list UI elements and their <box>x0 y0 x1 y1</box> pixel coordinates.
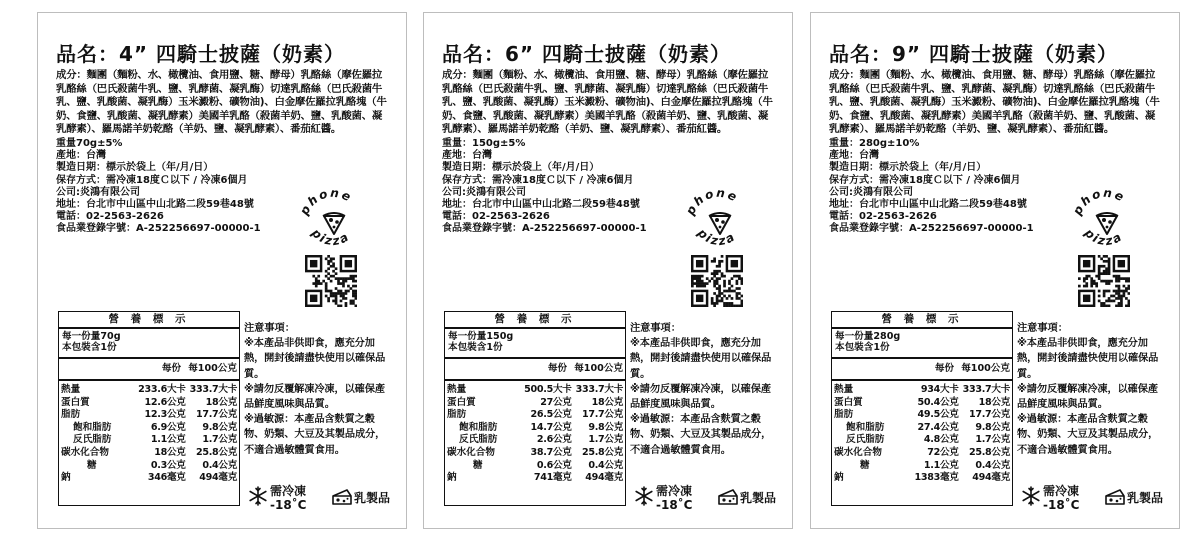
nutrition-row <box>59 422 239 435</box>
col-per-100g: 每100公克 <box>961 363 1010 374</box>
logo-bottom-text: pizza <box>1081 225 1126 249</box>
nutrition-row <box>59 434 239 447</box>
nutrition-header <box>832 359 1012 381</box>
frozen-temp: -18˚C <box>656 498 693 512</box>
servings-per-package: 本包裝含1份 <box>62 342 117 353</box>
nutrition-per100: 1.7公克 <box>975 434 1010 446</box>
nutrition-header <box>445 359 625 381</box>
nutrition-serving: 49.5公克 <box>917 409 959 421</box>
ingredients-text: 麵團（麵粉、水、橄欖油、食用鹽、糖、酵母）乳酪絲（摩佐羅拉乳酪絲（巴氏殺菌牛乳、鹽、乳酵菌、凝乳酶）切達乳酪絲（巴氏殺菌牛乳、鹽、乳酸菌、凝乳酶）玉米澱粉、礦物油)、白金摩佐羅拉乳酪塊（牛奶、食鹽、乳酸菌、凝乳酵素）美國羊乳酪（殺菌羊奶、鹽、乳酸菌、凝乳酵素）、羅馬諾羊奶乾酪（羊奶、鹽、凝乳酵素）、番茄紅醬。 <box>829 69 1160 136</box>
col-per-serving: 每份 <box>547 363 567 374</box>
nutrition-name: 蛋白質 <box>834 396 863 408</box>
col-per-serving: 每份 <box>934 363 954 374</box>
nutrition-serving: 72公克 <box>927 446 959 458</box>
notes-title: 注意事項： <box>244 323 295 334</box>
notes-title: 注意事項： <box>630 323 681 334</box>
nutrition-name: 反氏脂肪 <box>846 434 885 446</box>
nutrition-title: 營 養 標 示 <box>445 312 625 329</box>
info-storage: 保存方式：需冷凍18度Ｃ以下 / 冷凍6個月 <box>829 174 1021 186</box>
notes <box>630 321 780 458</box>
phone-pizza-logo <box>682 186 756 260</box>
product-title: 品名：9” 四騎士披薩（奶素） <box>829 42 1119 66</box>
ingredients-label: 成分： <box>442 69 473 81</box>
snowflake-icon <box>634 486 654 506</box>
nutrition-per100: 17.7公克 <box>195 409 237 421</box>
nutrition-serving: 26.5公克 <box>530 409 572 421</box>
nutrition-row <box>59 447 239 460</box>
info-registration: 食品業登錄字號：A-252256697-00000-1 <box>56 223 261 235</box>
nutrition-name: 脂肪 <box>61 409 81 421</box>
nutrition-row <box>832 434 1012 447</box>
serving-size: 每一份量150g <box>448 331 514 342</box>
nutrition-serving: 934大卡 <box>920 384 959 395</box>
serving-info <box>832 329 1012 359</box>
info-company: 公司:炎鴻有限公司 <box>56 186 140 198</box>
nutrition-name: 熱量 <box>447 384 467 395</box>
nutrition-serving: 233.6大卡 <box>138 384 186 395</box>
nutrition-serving: 346毫克 <box>147 472 186 484</box>
cheese-icon <box>1105 488 1125 506</box>
frozen-label <box>270 484 307 512</box>
serving-info <box>445 329 625 359</box>
nutrition-serving: 50.4公克 <box>917 396 959 408</box>
info-phone: 電話：02-2563-2626 <box>829 211 937 223</box>
notes <box>1017 321 1167 458</box>
nutrition-per100: 18公克 <box>978 396 1010 408</box>
nutrition-serving: 4.8公克 <box>923 434 959 446</box>
nutrition-name: 蛋白質 <box>447 396 476 408</box>
nutrition-name: 鈉 <box>447 472 457 484</box>
serving-info <box>59 329 239 359</box>
nutrition-per100: 9.8公克 <box>975 421 1010 433</box>
dairy-text: 乳製品 <box>354 491 391 505</box>
nutrition-serving: 2.6公克 <box>536 434 572 446</box>
pizza-slice-icon <box>323 213 345 234</box>
note-allergen: ※過敏源：本產品含麩質之穀物、奶類、大豆及其製品成分，不適合過敏體質食用。 <box>1017 414 1159 456</box>
nutrition-row <box>59 460 239 473</box>
info-date: 製造日期：標示於袋上（年/月/日） <box>442 162 600 174</box>
nutrition-per100: 17.7公克 <box>968 409 1010 421</box>
storage-icons <box>248 484 398 512</box>
col-per-serving: 每份 <box>161 363 181 374</box>
ingredients <box>56 69 392 137</box>
nutrition-name: 飽和脂肪 <box>846 421 885 433</box>
logo-top-text: phone <box>297 186 355 218</box>
nutrition-per100: 0.4公克 <box>588 459 623 471</box>
frozen-text: 需冷凍 <box>270 484 307 498</box>
nutrition-per100: 333.7大卡 <box>962 384 1010 395</box>
frozen-text: 需冷凍 <box>656 484 693 498</box>
nutrition-name: 糖 <box>860 459 870 471</box>
note-heating: ※本產品非供即食，應充分加熱，開封後請盡快使用以確保品質。 <box>1017 338 1159 380</box>
ingredients <box>829 69 1165 137</box>
nutrition-serving: 0.3公克 <box>150 459 186 471</box>
product-title: 品名：6” 四騎士披薩（奶素） <box>442 42 732 66</box>
nutrition-serving: 27.4公克 <box>917 421 959 433</box>
nutrition-serving: 12.6公克 <box>144 396 186 408</box>
nutrition-per100: 1.7公克 <box>202 434 237 446</box>
product-label <box>423 12 793 529</box>
nutrition-name: 鈉 <box>61 472 71 484</box>
info-address: 地址：台北市中山區中山北路二段59巷48號 <box>442 198 640 210</box>
info-weight: 重量：150g±5% <box>442 137 526 149</box>
note-refreeze: ※請勿反覆解凍冷凍，以確保產品鮮度風味與品質。 <box>630 383 771 411</box>
svg-text:phone <box>297 186 355 218</box>
servings-per-package: 本包裝含1份 <box>448 342 503 353</box>
nutrition-per100: 0.4公克 <box>202 459 237 471</box>
nutrition-serving: 1.1公克 <box>923 459 959 471</box>
nutrition-facts <box>58 311 240 506</box>
note-allergen: ※過敏源：本產品含麩質之穀物、奶類、大豆及其製品成分，不適合過敏體質食用。 <box>244 414 386 456</box>
nutrition-name: 糖 <box>473 459 483 471</box>
nutrition-serving: 6.9公克 <box>150 421 186 433</box>
nutrition-row <box>832 472 1012 485</box>
nutrition-name: 糖 <box>87 459 97 471</box>
nutrition-per100: 1.7公克 <box>588 434 623 446</box>
nutrition-title: 營 養 標 示 <box>832 312 1012 329</box>
nutrition-row <box>832 384 1012 397</box>
nutrition-row <box>59 472 239 485</box>
nutrition-per100: 25.8公克 <box>968 446 1010 458</box>
logo-bottom-text: pizza <box>694 225 739 249</box>
note-allergen: ※過敏源：本產品含麩質之穀物、奶類、大豆及其製品成分，不適合過敏體質食用。 <box>630 414 772 456</box>
qr-code <box>691 255 743 307</box>
nutrition-serving: 38.7公克 <box>530 446 572 458</box>
nutrition-row <box>832 409 1012 422</box>
info-registration: 食品業登錄字號：A-252256697-00000-1 <box>829 223 1034 235</box>
dairy-text: 乳製品 <box>740 491 777 505</box>
pizza-slice-icon <box>709 213 731 234</box>
nutrition-row <box>445 434 625 447</box>
nutrition-serving: 500.5大卡 <box>524 384 572 395</box>
nutrition-row <box>59 409 239 422</box>
nutrition-table <box>832 384 1012 485</box>
nutrition-per100: 9.8公克 <box>202 421 237 433</box>
note-refreeze: ※請勿反覆解凍冷凍，以確保產品鮮度風味與品質。 <box>244 383 385 411</box>
storage-icons <box>1021 484 1171 512</box>
info-storage: 保存方式：需冷凍18度Ｃ以下 / 冷凍6個月 <box>442 174 634 186</box>
nutrition-serving: 1.1公克 <box>150 434 186 446</box>
nutrition-name: 鈉 <box>834 472 844 484</box>
nutrition-name: 碳水化合物 <box>447 446 495 458</box>
note-refreeze: ※請勿反覆解凍冷凍，以確保產品鮮度風味與品質。 <box>1017 383 1158 411</box>
nutrition-row <box>445 472 625 485</box>
nutrition-row <box>445 397 625 410</box>
col-per-100g: 每100公克 <box>188 363 237 374</box>
nutrition-name: 反氏脂肪 <box>459 434 498 446</box>
nutrition-per100: 494毫克 <box>585 472 623 484</box>
nutrition-name: 脂肪 <box>447 409 467 421</box>
nutrition-name: 碳水化合物 <box>834 446 882 458</box>
nutrition-row <box>445 447 625 460</box>
svg-text:phone <box>1070 186 1128 218</box>
nutrition-facts <box>444 311 626 506</box>
ingredients-label: 成分： <box>829 69 860 81</box>
nutrition-serving: 18公克 <box>154 446 186 458</box>
ingredients-text: 麵團（麵粉、水、橄欖油、食用鹽、糖、酵母）乳酪絲（摩佐羅拉乳酪絲（巴氏殺菌牛乳、鹽、乳酵菌、凝乳酶）切達乳酪絲（巴氏殺菌牛乳、鹽、乳酸菌、凝乳酶）玉米澱粉、礦物油)、白金摩佐羅拉乳酪塊（牛奶、食鹽、乳酸菌、凝乳酵素）美國羊乳酪（殺菌羊奶、鹽、乳酸菌、凝乳酵素）、羅馬諾羊奶乾酪（羊奶、鹽、凝乳酵素）、番茄紅醬。 <box>56 69 387 136</box>
info-phone: 電話：02-2563-2626 <box>442 211 550 223</box>
nutrition-row <box>832 447 1012 460</box>
svg-text:phone <box>683 186 741 218</box>
ingredients-label: 成分： <box>56 69 87 81</box>
info-date: 製造日期：標示於袋上（年/月/日） <box>829 162 987 174</box>
info-registration: 食品業登錄字號：A-252256697-00000-1 <box>442 223 647 235</box>
notes <box>244 321 394 458</box>
frozen-label <box>1043 484 1080 512</box>
ingredients <box>442 69 778 137</box>
qr-code <box>305 255 357 307</box>
info-company: 公司:炎鴻有限公司 <box>442 186 526 198</box>
dairy-text: 乳製品 <box>1127 491 1164 505</box>
note-heating: ※本產品非供即食，應充分加熱，開封後請盡快使用以確保品質。 <box>630 338 772 380</box>
logo-top-text: phone <box>683 186 741 218</box>
nutrition-serving: 0.6公克 <box>536 459 572 471</box>
snowflake-icon <box>1021 486 1041 506</box>
info-origin: 產地：台灣 <box>56 150 106 162</box>
nutrition-per100: 25.8公克 <box>195 446 237 458</box>
info-origin: 產地：台灣 <box>829 150 879 162</box>
qr-code <box>1078 255 1130 307</box>
nutrition-per100: 333.7大卡 <box>575 384 623 395</box>
nutrition-name: 反氏脂肪 <box>73 434 112 446</box>
nutrition-table <box>445 384 625 485</box>
pizza-slice-icon <box>1096 213 1118 234</box>
nutrition-serving: 12.3公克 <box>144 409 186 421</box>
info-date: 製造日期：標示於袋上（年/月/日） <box>56 162 214 174</box>
nutrition-name: 熱量 <box>61 384 81 395</box>
nutrition-per100: 18公克 <box>591 396 623 408</box>
nutrition-per100: 17.7公克 <box>581 409 623 421</box>
col-per-100g: 每100公克 <box>574 363 623 374</box>
cheese-icon <box>332 488 352 506</box>
phone-pizza-logo <box>1069 186 1143 260</box>
nutrition-table <box>59 384 239 485</box>
info-storage: 保存方式：需冷凍18度Ｃ以下 / 冷凍6個月 <box>56 174 248 186</box>
nutrition-title: 營 養 標 示 <box>59 312 239 329</box>
nutrition-row <box>59 384 239 397</box>
nutrition-name: 蛋白質 <box>61 396 90 408</box>
info-origin: 產地：台灣 <box>442 150 492 162</box>
product-title: 品名：4” 四騎士披薩（奶素） <box>56 42 346 66</box>
nutrition-serving: 741毫克 <box>533 472 572 484</box>
frozen-label <box>656 484 693 512</box>
nutrition-per100: 494毫克 <box>199 472 237 484</box>
nutrition-row <box>832 460 1012 473</box>
storage-icons <box>634 484 784 512</box>
product-label <box>810 12 1180 529</box>
logo-top-text: phone <box>1070 186 1128 218</box>
nutrition-header <box>59 359 239 381</box>
snowflake-icon <box>248 486 268 506</box>
nutrition-per100: 333.7大卡 <box>189 384 237 395</box>
product-label <box>37 12 407 529</box>
frozen-temp: -18˚C <box>1043 498 1080 512</box>
nutrition-per100: 0.4公克 <box>975 459 1010 471</box>
logo-bottom-text: pizza <box>308 225 353 249</box>
serving-size: 每一份量280g <box>835 331 901 342</box>
nutrition-row <box>445 384 625 397</box>
nutrition-facts <box>831 311 1013 506</box>
info-weight: 重量70g±5% <box>56 137 123 149</box>
info-address: 地址：台北市中山區中山北路二段59巷48號 <box>56 198 254 210</box>
info-company: 公司:炎鴻有限公司 <box>829 186 913 198</box>
frozen-temp: -18˚C <box>270 498 307 512</box>
phone-pizza-logo <box>296 186 370 260</box>
nutrition-name: 碳水化合物 <box>61 446 109 458</box>
cheese-icon <box>718 488 738 506</box>
nutrition-serving: 1383毫克 <box>914 472 959 484</box>
nutrition-row <box>59 397 239 410</box>
info-address: 地址：台北市中山區中山北路二段59巷48號 <box>829 198 1027 210</box>
nutrition-row <box>832 422 1012 435</box>
nutrition-row <box>832 397 1012 410</box>
nutrition-per100: 18公克 <box>205 396 237 408</box>
nutrition-name: 飽和脂肪 <box>459 421 498 433</box>
nutrition-row <box>445 409 625 422</box>
serving-size: 每一份量70g <box>62 331 121 342</box>
note-heating: ※本產品非供即食，應充分加熱，開封後請盡快使用以確保品質。 <box>244 338 386 380</box>
notes-title: 注意事項： <box>1017 323 1068 334</box>
nutrition-serving: 27公克 <box>540 396 572 408</box>
frozen-text: 需冷凍 <box>1043 484 1080 498</box>
nutrition-per100: 25.8公克 <box>581 446 623 458</box>
ingredients-text: 麵團（麵粉、水、橄欖油、食用鹽、糖、酵母）乳酪絲（摩佐羅拉乳酪絲（巴氏殺菌牛乳、鹽、乳酵菌、凝乳酶）切達乳酪絲（巴氏殺菌牛乳、鹽、乳酸菌、凝乳酶）玉米澱粉、礦物油)、白金摩佐羅拉乳酪塊（牛奶、食鹽、乳酸菌、凝乳酵素）美國羊乳酪（殺菌羊奶、鹽、乳酸菌、凝乳酵素）、羅馬諾羊奶乾酪（羊奶、鹽、凝乳酵素）、番茄紅醬。 <box>442 69 773 136</box>
nutrition-name: 熱量 <box>834 384 854 395</box>
nutrition-row <box>445 460 625 473</box>
info-weight: 重量：280g±10% <box>829 137 920 149</box>
nutrition-name: 飽和脂肪 <box>73 421 112 433</box>
nutrition-name: 脂肪 <box>834 409 854 421</box>
nutrition-per100: 494毫克 <box>972 472 1010 484</box>
servings-per-package: 本包裝含1份 <box>835 342 890 353</box>
info-phone: 電話：02-2563-2626 <box>56 211 164 223</box>
nutrition-row <box>445 422 625 435</box>
nutrition-per100: 9.8公克 <box>588 421 623 433</box>
nutrition-serving: 14.7公克 <box>530 421 572 433</box>
